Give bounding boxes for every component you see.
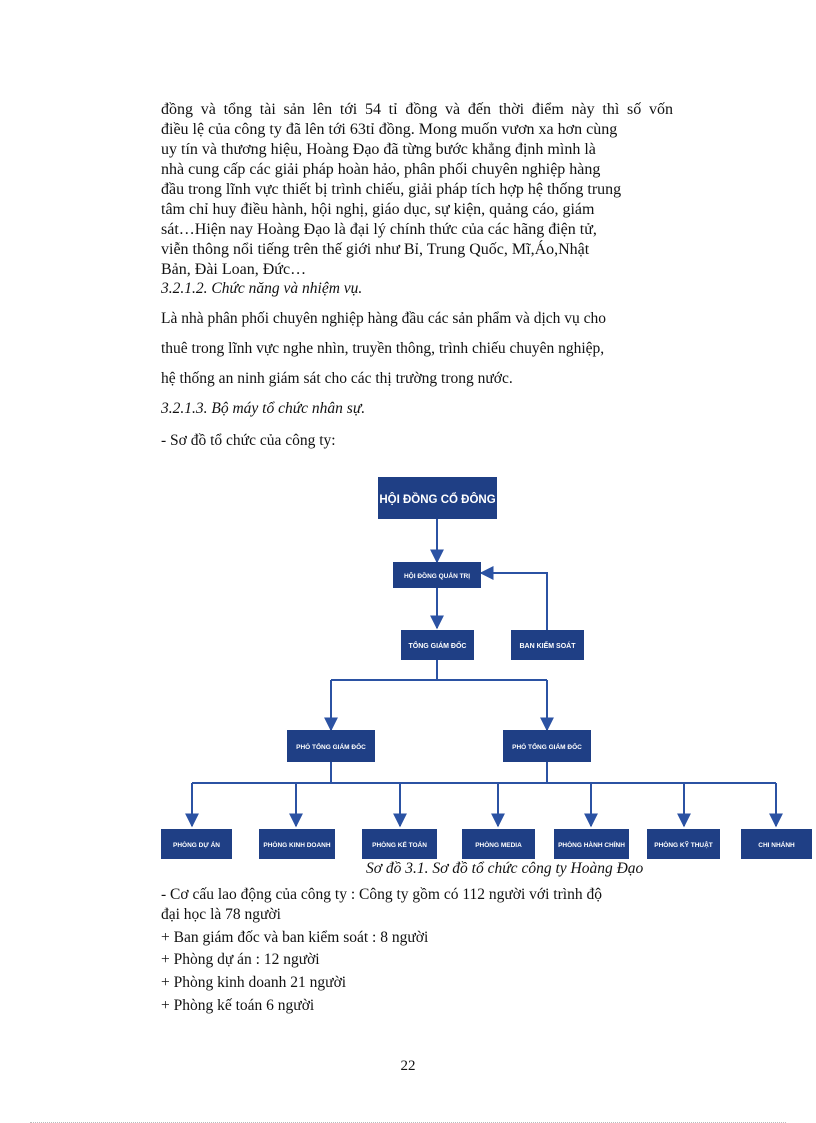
box-deputy-right — [503, 730, 591, 762]
box-deputy-left-label: PHÓ TỔNG GIÁM ĐỐC — [296, 744, 366, 751]
intro-line: viễn thông nổi tiếng trên thế giới như Bỉ, Trung Quốc, Mĩ,Áo,Nhật — [161, 241, 590, 258]
section-heading-functions: 3.2.1.2. Chức năng và nhiệm vụ. — [161, 280, 363, 297]
intro-line: tâm chỉ huy điều hành, hội nghị, giáo dục, sự kiện, quảng cáo, giám — [161, 201, 595, 218]
section-heading-org: 3.2.1.3. Bộ máy tổ chức nhân sự. — [161, 400, 366, 417]
box-supervisory — [511, 630, 584, 660]
intro-line: điều lệ của công ty đã lên tới 63tỉ đồng. Mong muốn vươn xa hơn cùng — [161, 121, 618, 138]
org-chart-intro: - Sơ đồ tổ chức của công ty: — [161, 432, 336, 449]
box-board-label: HỘI ĐỒNG QUẢN TRỊ — [403, 573, 471, 580]
box-deputy-right-label: PHÓ TỔNG GIÁM ĐỐC — [512, 744, 582, 751]
functions-line: hệ thống an ninh giám sát cho các thị trường trong nước. — [161, 370, 513, 387]
labor-line: - Cơ cấu lao động của công ty : Công ty gồm có 112 người với trình độ — [161, 886, 602, 903]
page-number: 22 — [400, 1058, 416, 1074]
labor-line: đại học là 78 người — [161, 906, 281, 923]
box-general-director — [401, 630, 474, 660]
box-supervisory-label: BAN KIỂM SOÁT — [519, 643, 576, 650]
connectors — [192, 519, 776, 826]
department-label: CHI NHÁNH — [758, 842, 795, 849]
intro-line: Bản, Đài Loan, Đức… — [161, 261, 307, 278]
org-chart-caption: Sơ đồ 3.1. Sơ đồ tổ chức công ty Hoàng Đạo — [366, 860, 644, 877]
intro-line: nhà cung cấp các giải pháp hoàn hảo, phân phối chuyên nghiệp hàng — [161, 161, 601, 178]
department-label: PHÒNG KỸ THUẬT — [654, 842, 713, 849]
intro-line: đầu trong lĩnh vực thiết bị trình chiếu, giải pháp tích hợp hệ thống trung — [161, 181, 622, 198]
labor-item: + Phòng kế toán 6 người — [161, 997, 315, 1014]
labor-item: + Phòng dự án : 12 người — [161, 951, 320, 968]
box-shareholders-label: HỘI ĐỒNG CỔ ĐÔNG — [379, 494, 496, 506]
department-boxes — [161, 829, 812, 859]
intro-line: sát…Hiện nay Hoàng Đạo là đại lý chính thức của các hãng điện tử, — [161, 221, 597, 238]
box-deputy-left — [287, 730, 375, 762]
box-shareholders — [378, 477, 497, 519]
intro-line: đồng và tổng tài sản lên tới 54 tỉ đồng và đến thời điểm này thì số vốn — [161, 101, 673, 118]
department-label: PHÒNG DỰ ÁN — [173, 842, 220, 849]
connector-supervisory-board — [481, 573, 547, 630]
department-label: PHÒNG HÀNH CHÍNH — [558, 842, 625, 849]
department-label: PHÒNG KẾ TOÁN — [372, 842, 427, 849]
box-board — [393, 562, 481, 588]
functions-line: thuê trong lĩnh vực nghe nhìn, truyền thông, trình chiếu chuyên nghiệp, — [161, 340, 605, 357]
department-label: PHÒNG KINH DOANH — [263, 842, 331, 849]
functions-line: Là nhà phân phối chuyên nghiệp hàng đầu các sản phẩm và dịch vụ cho — [161, 310, 607, 327]
box-general-director-label: TỔNG GIÁM ĐỐC — [408, 643, 467, 650]
labor-item: + Phòng kinh doanh 21 người — [161, 974, 347, 991]
department-label: PHÒNG MEDIA — [475, 842, 522, 849]
intro-line: uy tín và thương hiệu, Hoàng Đạo đã từng bước khẳng định mình là — [161, 141, 596, 158]
labor-item: + Ban giám đốc và ban kiểm soát : 8 người — [161, 929, 429, 946]
